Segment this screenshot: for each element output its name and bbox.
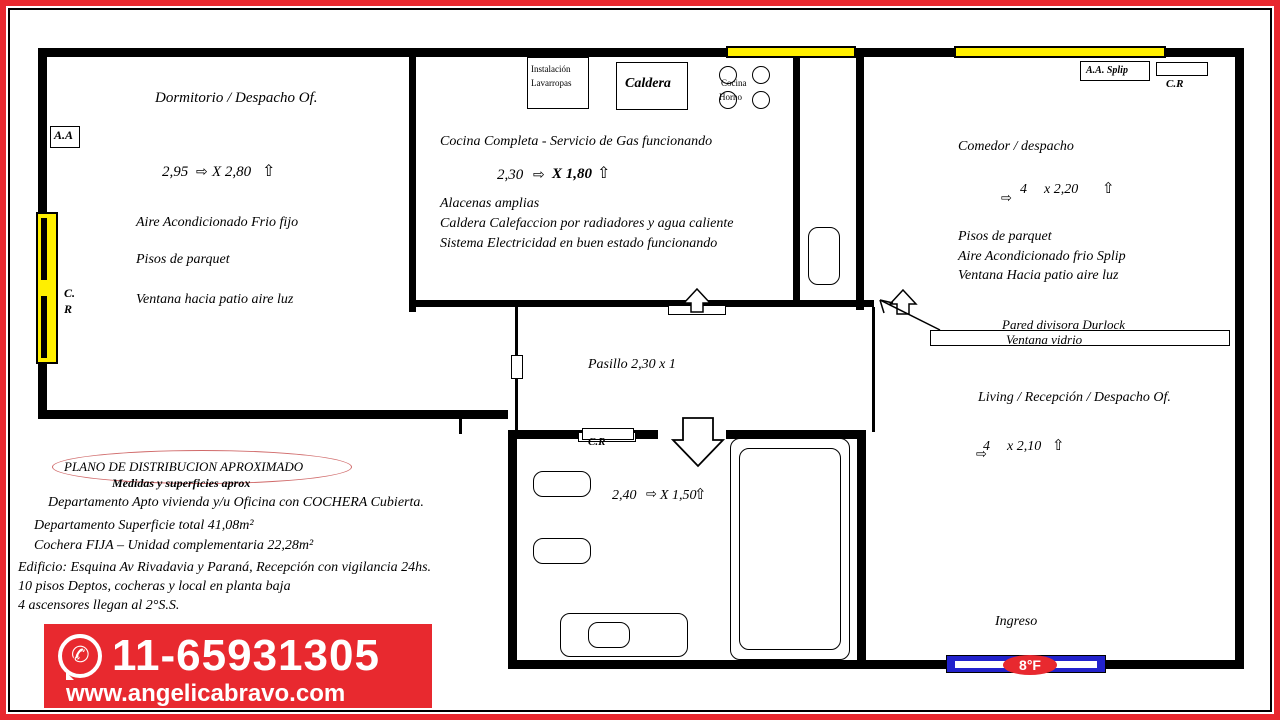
contact-phone: 11-65931305 [112,631,380,680]
arrow-right-comedor: ⇨ [1001,191,1012,206]
window-top-center [726,46,856,58]
arrow-right-bano: ⇨ [646,487,657,502]
legend-line-5: 4 ascensores llegan al 2°S.S. [18,598,180,613]
burner-2 [752,66,770,84]
feature-dormitorio-1: Pisos de parquet [136,252,230,267]
wall-bottom-left-room [38,410,508,419]
wall-bath-right [857,430,866,668]
legend-line-1: Departamento Superficie total 41,08m² [34,518,254,533]
feature-comedor-1: Aire Acondicionado frio Splip [958,249,1126,264]
arrow-up-bano: ⇧ [694,485,707,503]
dim-x-cocina: X 1,80 [552,166,593,182]
room-title-dormitorio: Dormitorio / Despacho Of. [155,90,318,106]
dim-x-dormitorio: X 2,80 [212,164,252,180]
wall-left [38,48,47,218]
feature-comedor-0: Pisos de parquet [958,229,1052,244]
room-title-cocina: Cocina Completa - Servicio de Gas funcionando [440,134,713,149]
bathtub-inner [739,448,841,650]
arrow-right-cocina: ⇨ [533,167,545,183]
bath-fixture-1 [533,471,591,497]
pasillo-label: Pasillo 2,30 x 1 [588,357,676,372]
cr-label-comedor: C.R [1166,78,1184,90]
wall-cocina-bottom [409,300,534,307]
dim-cocina: 2,30 [497,167,524,183]
whatsapp-handset-glyph: ✆ [68,641,92,670]
dim-x-comedor: x 2,20 [1044,182,1079,197]
dim-bano: 2,40 [612,488,637,503]
feature-dormitorio-0: Aire Acondicionado Frio fijo [136,215,299,230]
feature-cocina-2: Sistema Electricidad en buen estado funcionando [440,236,718,251]
horno-tag: Horno [719,92,742,102]
whatsapp-icon [58,634,102,678]
cr-box-comedor [1156,62,1208,76]
legend-title: PLANO DE DISTRIBUCION APROXIMADO [64,459,304,474]
window-top-right [954,46,1166,58]
dim-x-living: x 2,10 [1007,439,1042,454]
caldera-label: Caldera [625,76,671,91]
wall-bath-left [508,430,517,668]
arrow-up-living: ⇧ [1052,436,1065,454]
wall-bath-bottom [508,660,866,669]
dim-dormitorio: 2,95 [162,164,189,180]
feature-comedor-2: Ventana Hacia patio aire luz [958,268,1119,283]
wall-pasillo-right-2 [459,418,462,434]
ventana-vidrio-label: Ventana vidrio [1006,332,1083,347]
legend-line-4: 10 pisos Deptos, cocheras y local en planta baja [18,579,291,594]
room-title-comedor: Comedor / despacho [958,139,1074,154]
legend-line-0: Departamento Apto vivienda y/u Oficina con COCHERA Cubierta. [48,495,424,510]
arrow-up-comedor: ⇧ [1102,179,1115,197]
bath-fixture-2 [533,538,591,564]
feature-cocina-0: Alacenas amplias [440,196,540,211]
fixture-cocina-tall [808,227,840,285]
ac-split-label: A.A. Splip [1086,65,1128,76]
arrow-right-living: ⇨ [976,447,987,462]
durlock-label: Pared divisora Durlock [1002,317,1125,332]
arrow-up-cocina: ⇧ [597,163,611,182]
window-left [36,212,58,364]
cocina-tag: Cocina [721,78,747,88]
arrow-up-dormitorio: ⇧ [262,161,276,180]
ingreso-label: Ingreso [995,614,1038,629]
wall-right [1235,48,1244,668]
cr-label-dormitorio-1: C. [64,286,76,300]
ac-label-dormitorio: A.A [54,128,74,142]
cr-label-pasillo: C.R [588,436,606,448]
feature-cocina-1: Caldera Calefaccion por radiadores y agua caliente [440,216,734,231]
dim-comedor: 4 [1020,182,1027,197]
lavarropas-label-line1: Instalación [531,64,571,74]
ingreso-stamp: 8°F [1003,655,1057,675]
dim-x-bano: X 1,50 [660,488,697,503]
wall-pasillo-right [872,307,875,432]
lavarropas-label-line2: Lavarropas [531,78,572,88]
contact-website[interactable]: www.angelicabravo.com [66,680,346,707]
arrow-right-dormitorio: ⇨ [196,164,208,180]
wall-cocina-right [793,57,800,302]
bath-toilet-inner [588,622,630,648]
wall-left-window-mullion [41,218,47,280]
legend-line-2: Cochera FIJA – Unidad complementaria 22,28m² [34,538,314,553]
door-cocina-frame [668,305,726,315]
wall-comedor-left [856,48,864,310]
legend-line-3: Edificio: Esquina Av Rivadavia y Paraná, Recepción con vigilancia 24hs. [18,560,432,575]
wall-left-window-mullion-2 [41,296,47,358]
wall-dormitorio-cocina [409,57,416,312]
legend-subtitle: Medidas y superficies aprox [112,476,251,490]
door-jamb-left [511,355,523,379]
feature-dormitorio-2: Ventana hacia patio aire luz [136,292,294,307]
cr-label-dormitorio-2: R [64,302,73,316]
room-title-living: Living / Recepción / Despacho Of. [978,390,1171,405]
wall-top-left [38,48,728,57]
contact-banner[interactable] [44,624,432,708]
dim-living: 4 [983,439,990,454]
burner-4 [752,91,770,109]
